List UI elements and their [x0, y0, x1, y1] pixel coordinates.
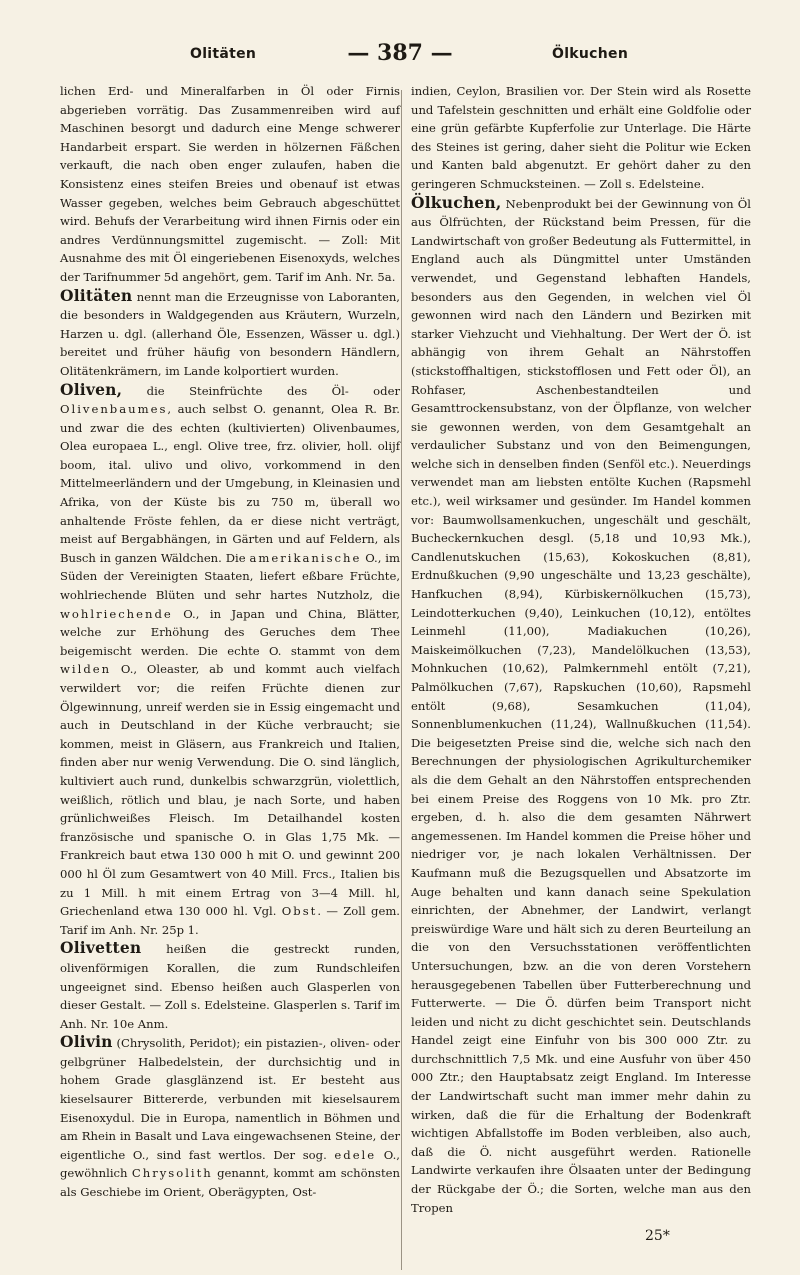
header-left-word: Olitäten [190, 46, 257, 62]
headword: Olivetten [60, 938, 142, 958]
signature-mark: 25* [645, 1228, 670, 1244]
headword: Ölkuchen, [411, 192, 502, 212]
entry-oelkuchen: Ölkuchen, Nebenprodukt bei der Gewinnung von Öl aus Ölfrüchten, der Rückstand beim Pressen, für die Landwirtschaft von großer Bedeutung als Futtermittel, in England auch als Düngmittel unter Umständen verwendet, und Gegenstand lebhaften Handels, besonders aus den Gegenden, in welchen viel Öl gewonnen wird nach den Ländern und Bezirken mit starker Viehzucht und Viehhaltung. Der Wert der Ö. ist abhängig von ihrem Gehalt an Nährstoffen (stickstoffhaltigen, stickstofflosen und Fett oder Öl), an Rohfaser, Aschenbestandteilen und Gesamttrockensubstanz, von der Ölpflanze, von welcher sie gewonnen werden, von dem Gesamtgehalt an verdaulicher Substanz und von den Beimengungen, welche sich in denselben finden (Senföl etc.). Neuerdings verwendet man am liebsten entölte Kuchen (Rapsmehl etc.), weil wirksamer und gesünder. Im Handel kommen vor: Baumwollsamenkuchen, ungeschält und geschält, Bucheckernkuchen desgl. (5,18 und 10,93 Mk.), Candlenutskuchen (15,63), Kokoskuchen (8,81), Erdnußkuchen (9,90 ungeschälte und 13,23 geschälte), Hanfkuchen (8,94), Kürbiskernölkuchen (15,73), Leindotterkuchen (9,40), Leinkuchen (10,12), entöltes Leinmehl (11,00), Madiakuchen (10,26), Maiskeimölkuchen (7,23), Mandelölkuchen (13,53), Mohnkuchen (10,62), Palmkernmehl entölt (7,21), Palmölkuchen (7,67), Rapskuchen (10,60), Rapsmehl entölt (9,68), Sesamkuchen (11,04), Sonnenblumenkuchen (11,24), Wallnußkuchen (11,54). Die beigesetzten Preise sind die, welche sich nach den Berechnungen der physiologischen Agrikulturchemiker als die dem Gehalt an den Nährstoffen entsprechenden bei einem Preise des Roggens von 10 Mk. pro Ztr. ergeben, d. h. also die dem gesamten Nährwert angemessenen. Im Handel kommen die Preise höher und niedriger vor, je nach lokalen Verhältnissen. Der Kaufmann muß die Bezugsquellen und Absatzorte im Auge behalten und kann danach seine Spekulation einrichten, der Abnehmer, der Landwirt, verlangt preiswürdige Ware und hält sich zu deren Beurteilung an die von den Versuchsstationen veröffentlichten Untersuchungen, bzw. an die von deren Vorstehern herausgegebenen Tabellen über Futterberechnung und Futterwerte. — Die Ö. dürfen beim Transport nicht leiden und nicht zu dicht geschichtet sein. Deutschlands Handel zeigt eine Einfuhr von bis 300 000 Ztr. zu durchschnittlich 7,5 Mk. und eine Ausfuhr von über 450 000 Ztr.; den Hauptabsatz zeigt England. Im Interesse der Landwirtschaft sucht man immer mehr dahin zu wirken, daß die für die Erhaltung der Bodenkraft wichtigen Abfallstoffe im Boden verbleiben, also auch, daß die Ö. nicht ausgeführt werden. Rationelle Landwirte verkaufen ihre Ölsaaten unter der Bedingung der Rückgabe der Ö.; die Sorten, welche man aus den Tropen [411, 192, 751, 1215]
headword: Olivin [60, 1032, 113, 1052]
entry-olitaeten: Olitäten nennt man die Erzeugnisse von Laboranten, die besonders in Waldgegenden aus Kräutern, Wurzeln, Harzen u. dgl. (allerhand Öle, Essenzen, Wässer u. dgl.) bereitet und früher häufig von besondern Händlern, Olitätenkrämern, im Lande kolportiert wurden. [60, 285, 400, 378]
carryover-paragraph: lichen Erd- und Mineralfarben in Öl oder Firnis abgerieben vorrätig. Das Zusammenreiben wird auf Maschinen besorgt und dadurch eine Menge schwerer Handarbeit erspart. Sie werden in hölzernen Fäßchen verkauft, die nach oben enger zulaufen, haben die Konsistenz eines steifen Breies und obenauf ist etwas Wasser gegeben, welches beim Gebrauch abgeschüttet wird. Behufs der Verarbeitung wird ihnen Firnis oder ein andres Verdünnungsmittel zugemischt. — Zoll: Mit Ausnahme des mit Öl eingeriebenen Eisenoxyds, welches der Tarifnummer 5d angehört, gem. Tarif im Anh. Nr. 5a. [60, 84, 400, 284]
left-column [60, 82, 400, 1202]
right-column [411, 82, 751, 1217]
entry-oliven: Oliven, die Steinfrüchte des Öl- oder Olivenbaumes, auch selbst O. genannt, Olea R. Br. und zwar die des echten (kultivierten) Olivenbaumes, Olea europaea L., engl. Olive tree, frz. olivier, holl. olijf boom, ital. ulivo und olivo, vorkommend in den Mittelmeerländern und der Umgebung, in Kleinasien und Afrika, von der Küste bis zu 750 m, überall wo anhaltende Fröste fehlen, da er diese nicht verträgt, meist auf Bergabhängen, in Gärten und auf Feldern, als Busch in ganzen Wäldchen. Die amerikanische O., im Süden der Vereinigten Staaten, liefert eßbare Früchte, wohlriechende Blüten und sehr hartes Nutzholz, die wohlriechende O., in Japan und China, Blätter, welche zur Erhöhung des Geruches dem Thee beigemischt werden. Die echte O. stammt von dem wilden O., Oleaster, ab und kommt auch vielfach verwildert vor; die reifen Früchte dienen zur Ölgewinnung, unreif werden sie in Essig eingemacht und auch in Deutschland in der Küche verbraucht; sie kommen, meist in Gläsern, aus Frankreich und Italien, finden aber nur wenig Verwendung. Die O. sind länglich, kultiviert auch rund, dunkelbis schwarzgrün, violettlich, weißlich, rötlich und blau, je nach Sorte, und haben grünlichweißes Fleisch. Im Detailhandel kosten französische und spanische O. in Glas 1,75 Mk. — Frankreich baut etwa 130 000 h mit O. und gewinnt 200 000 hl Öl zum Gesamtwert von 40 Mill. Frcs., Italien bis zu 1 Mill. h mit einem Ertrag von 3—4 Mill. hl, Griechenland etwa 130 000 hl. Vgl. Obst. — Zoll gem. Tarif im Anh. Nr. 25p 1. [60, 379, 400, 937]
column-divider [401, 90, 402, 1270]
headword: Olitäten [60, 285, 133, 305]
entry-olivin: Olivin (Chrysolith, Peridot); ein pistazien-, oliven- oder gelbgrüner Halbedelstein, der durchsichtig und in hohem Grade glasglänzend ist. Er besteht aus kieselsaurer Bittererde, verbunden mit kieselsaurem Eisenoxydul. Die in Europa, namentlich in Böhmen und am Rhein in Basalt und Lava eingewachsenen Steine, der eigentliche O., sind fast wertlos. Der sog. edele O., gewöhnlich Chrysolith genannt, kommt am schönsten als Geschiebe im Orient, Oberägypten, Ost- [60, 1032, 400, 1200]
page-number: — 387 — [347, 40, 453, 66]
header-right-word: Ölkuchen [552, 46, 629, 62]
running-header [0, 40, 800, 70]
headword: Oliven, [60, 379, 123, 399]
carryover-paragraph: indien, Ceylon, Brasilien vor. Der Stein wird als Rosette und Tafelstein geschnitten und erhält eine Goldfolie oder eine grün gefärbte Kupferfolie zur Unterlage. Die Härte des Steines ist gering, daher sieht die Politur wie Ecken und Kanten bald abgenutzt. Er gehört daher zu den geringeren Schmucksteinen. — Zoll s. Edelsteine. [411, 84, 751, 191]
entry-olivetten: Olivetten heißen die gestreckt runden, olivenförmigen Korallen, die zum Rundschleifen ungeeignet sind. Ebenso heißen auch Glasperlen von dieser Gestalt. — Zoll s. Edelsteine. Glasperlen s. Tarif im Anh. Nr. 10e Anm. [60, 938, 400, 1031]
